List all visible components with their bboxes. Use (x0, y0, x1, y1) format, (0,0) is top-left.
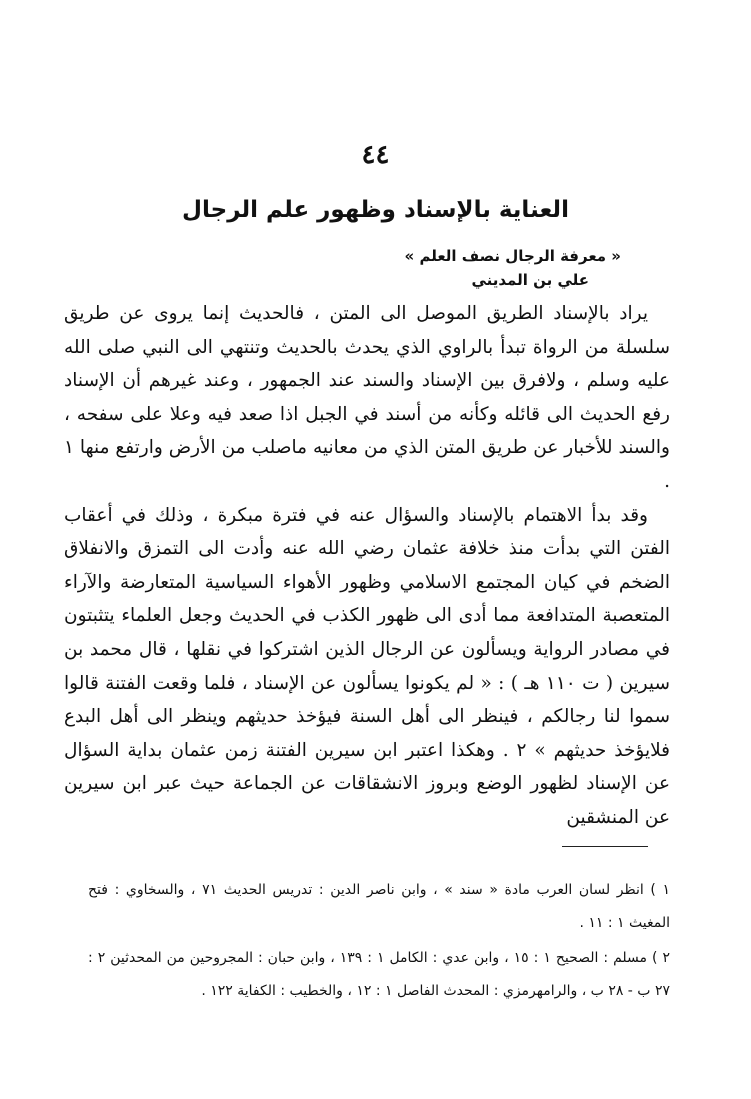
epigraph-attribution: علي بن المديني (471, 271, 589, 289)
section-heading: العناية بالإسناد وظهور علم الرجال (182, 197, 569, 223)
footnotes (88, 874, 670, 1010)
page-number: ٤٤ (361, 140, 390, 170)
epigraph-quote: « معرفة الرجال نصف العلم » (404, 247, 621, 265)
paragraph: وقد بدأ الاهتمام بالإسناد والسؤال عنه في فترة مبكرة ، وذلك في أعقاب الفتن التي بدأت منذ خلافة عثمان رضي الله عنه وأدت الى التمزق والانفلاق الضخم في كيان المجتمع الاسلامي وظهور الأهواء السياسية المتعارضة والآراء المتعصبة المتدافعة مما أدى الى ظهور الكذب في الحديث وجعل العلماء يتثبتون في مصادر الرواية ويسألون عن الرجال الذين اشتركوا في نقلها ، قال محمد بن سيرين ( ت ١١٠ هـ ) : « لم يكونوا يسألون عن الإسناد ، فلما وقعت الفتنة قالوا سموا لنا رجالكم ، فينظر الى أهل السنة فيؤخذ حديثهم وينظر الى أهل البدع فلايؤخذ حديثهم » ٢ . وهكذا اعتبر ابن سيرين الفتنة زمن عثمان بداية السؤال عن الإسناد لظهور الوضع وبروز الانشقاقات عن الجماعة حيث عبر ابن سيرين عن المنشقين (64, 504, 670, 828)
footnote: ١ ) انظر لسان العرب مادة « سند » ، وابن ناصر الدين : تدريس الحديث ٧١ ، والسخاوي : فتح المغيث ١ : ١١ . (88, 882, 670, 931)
footnote-divider (562, 846, 648, 847)
footnote: ٢ ) مسلم : الصحيح ١ : ١٥ ، وابن عدي : الكامل ١ : ١٣٩ ، وابن حبان : المجروحين من المحدثين ٢ : ٢٧ ب - ٢٨ ب ، والرامهرمزي : المحدث الفاصل ١ : ١٢ ، والخطيب : الكفاية ١٢٢ . (88, 950, 670, 999)
epigraph (221, 244, 621, 292)
paragraph: يراد بالإسناد الطريق الموصل الى المتن ، فالحديث إنما يروى عن طريق سلسلة من الرواة تبدأ بالراوي الذي يحدث بالحديث وتنتهي الى النبي صلى الله عليه وسلم ، ولافرق بين الإسناد والسند عند الجمهور ، وعند غيرهم أن الإسناد رفع الحديث الى قائله وكأنه من أسند في الجبل اذا صعد فيه وعلا على سفحه ، والسند للأخبار عن طريق المتن الذي من معانيه ماصلب من الأرض وارتفع منها ١ . (64, 303, 670, 492)
body-text (64, 297, 670, 835)
